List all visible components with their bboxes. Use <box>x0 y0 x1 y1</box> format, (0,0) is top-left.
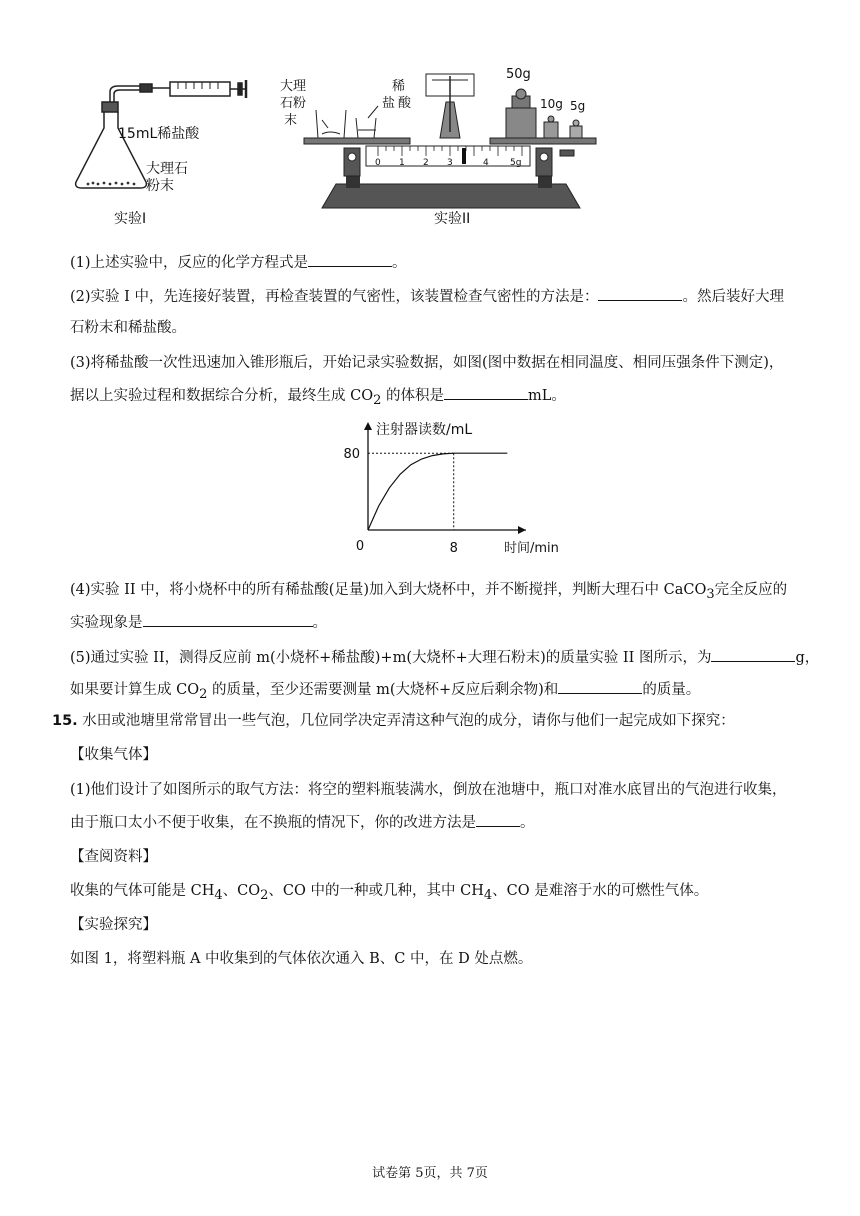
page-footer: 试卷第 5页，共 7页 <box>372 1166 488 1181</box>
exp1-caption: 实验I <box>114 211 147 227</box>
q15-heading-reference: 【查阅资料】 <box>70 849 157 865</box>
question-number: 15. <box>52 713 78 729</box>
exp2-tick-0: 0 <box>375 158 381 168</box>
q15-heading-experiment: 【实验探究】 <box>70 917 157 933</box>
q15-part1: (1)他们设计了如图所示的取气方法：将空的塑料瓶装满水，倒放在池塘中，瓶口对准水底冒出的气泡进行收集， <box>70 782 787 798</box>
exp1-marble-label-1: 大理石 <box>146 161 188 177</box>
q14-part3-text: 据以上实验过程和数据综合分析，最终生成 CO <box>70 388 374 404</box>
q14-part4-text: (4)实验 II 中，将小烧杯中的所有稀盐酸(足量)加入到大烧杯中，并不断搅拌，判断大理石中 CaCO <box>70 582 707 598</box>
q15-intro <box>52 711 812 731</box>
exp2-weight-5g: 5g <box>570 99 586 113</box>
q15-heading-collect: 【收集气体】 <box>70 747 157 763</box>
q15-part1-text: 由于瓶口太小不便于收集，在不换瓶的情况下，你的改进方法是 <box>70 815 476 831</box>
experiment-figure <box>60 62 620 237</box>
q14-part3: (3)将稀盐酸一次性迅速加入锥形瓶后，开始记录实验数据，如图(图中数据在相同温度、相同压强条件下测定)， <box>70 355 784 371</box>
text-segment: 、CO 是难溶于水的可燃性气体。 <box>492 883 709 899</box>
subscript: 2 <box>373 392 382 408</box>
answer-blank[interactable] <box>143 612 313 627</box>
q15-part1-end: 。 <box>520 815 535 831</box>
q14-part4 <box>70 580 812 605</box>
answer-blank[interactable] <box>598 286 682 301</box>
series-line <box>368 453 507 530</box>
x-axis-label: 时间/min <box>504 541 559 556</box>
q14-part4-cont <box>70 612 812 633</box>
x-tick-label: 8 <box>449 541 458 556</box>
q14-part5b-end: 的质量。 <box>642 682 701 698</box>
subscript: 4 <box>214 887 223 903</box>
q14-part2 <box>70 286 812 307</box>
y-axis-arrow <box>364 422 372 430</box>
q14-part5-cont <box>70 679 812 705</box>
q14-part2-end: 。然后装好大理 <box>682 289 784 305</box>
q14-part3-mid: 的体积是 <box>381 388 444 404</box>
subscript: 2 <box>199 686 208 702</box>
exp2-tick-5: 5g <box>510 158 522 168</box>
exp2-powder-label-3: 末 <box>284 113 298 128</box>
q14-part3-cont <box>70 385 812 411</box>
y-tick-label: 80 <box>343 447 360 463</box>
exp2-acid-label-3: 酸 <box>398 96 412 111</box>
q15-experiment-text: 如图 1，将塑料瓶 A 中收集到的气体依次通入 B、C 中，在 D 处点燃。 <box>70 951 533 967</box>
exp2-weight-10g: 10g <box>540 97 563 111</box>
text-segment: 、CO <box>222 883 261 899</box>
exp2-tick-2: 2 <box>423 158 429 168</box>
q14-part5b-mid: 的质量，至少还需要测量 m(大烧杯+反应后剩余物)和 <box>207 682 559 698</box>
subscript: 3 <box>706 586 715 602</box>
x-axis-arrow <box>518 526 526 534</box>
answer-blank[interactable] <box>558 679 642 694</box>
exp2-weight-50g: 50g <box>506 67 531 82</box>
exp2-tick-3: 3 <box>447 158 453 168</box>
q14-part2-text: (2)实验 I 中，先连接好装置，再检查装置的气密性，该装置检查气密性的方法是： <box>70 289 599 305</box>
q14-part2-cont: 石粉末和稀盐酸。 <box>70 320 186 336</box>
answer-blank[interactable] <box>476 812 520 827</box>
exp2-powder-label-2: 石粉 <box>280 96 307 111</box>
exp2-powder-label-1: 大理 <box>280 79 307 94</box>
q15-reference-text <box>70 881 812 906</box>
text-segment: 、CO 中的一种或几种，其中 CH <box>268 883 484 899</box>
exp2-tick-1: 1 <box>399 158 405 168</box>
q14-part4b-text: 实验现象是 <box>70 615 143 631</box>
q14-part1-end: 。 <box>392 255 407 271</box>
answer-blank[interactable] <box>444 385 528 400</box>
exp1-marble-label-2: 粉末 <box>146 178 174 194</box>
origin-label: 0 <box>355 539 365 554</box>
exp2-caption: 实验II <box>434 211 471 227</box>
exp1-acid-label: 15mL稀盐酸 <box>118 126 200 142</box>
q14-part1-text: (1)上述实验中，反应的化学方程式是 <box>70 255 309 271</box>
exp2-acid-label-2: 盐 <box>382 96 396 111</box>
q15-part1-cont <box>70 812 812 833</box>
subscript: 4 <box>483 887 493 903</box>
answer-blank[interactable] <box>308 252 392 267</box>
q14-part3-end: mL。 <box>527 388 566 404</box>
text-segment: 收集的气体可能是 CH <box>70 883 215 899</box>
experiment-2-balance <box>304 74 596 208</box>
q14-part4b-end: 。 <box>312 615 327 631</box>
syringe-reading-chart <box>330 418 559 558</box>
q14-part5b-text: 如果要计算生成 CO <box>70 682 200 698</box>
q14-part1 <box>70 252 812 273</box>
exp2-tick-4: 4 <box>483 158 489 168</box>
exp2-acid-label-1: 稀 <box>392 79 406 94</box>
q14-part5 <box>70 647 820 668</box>
q14-part5-end: g， <box>795 650 820 666</box>
subscript: 2 <box>260 887 269 903</box>
q14-part4-end: 完全反应的 <box>714 582 788 598</box>
q15-intro-text: 水田或池塘里常常冒出一些气泡，几位同学决定弄清这种气泡的成分，请你与他们一起完成如下探究： <box>82 713 735 729</box>
y-axis-label: 注射器读数/mL <box>376 422 473 438</box>
q14-part5-text: (5)通过实验 II，测得反应前 m(小烧杯+稀盐酸)+m(大烧杯+大理石粉末)的质量实验 II 图所示，为 <box>70 650 712 666</box>
answer-blank[interactable] <box>711 647 795 662</box>
